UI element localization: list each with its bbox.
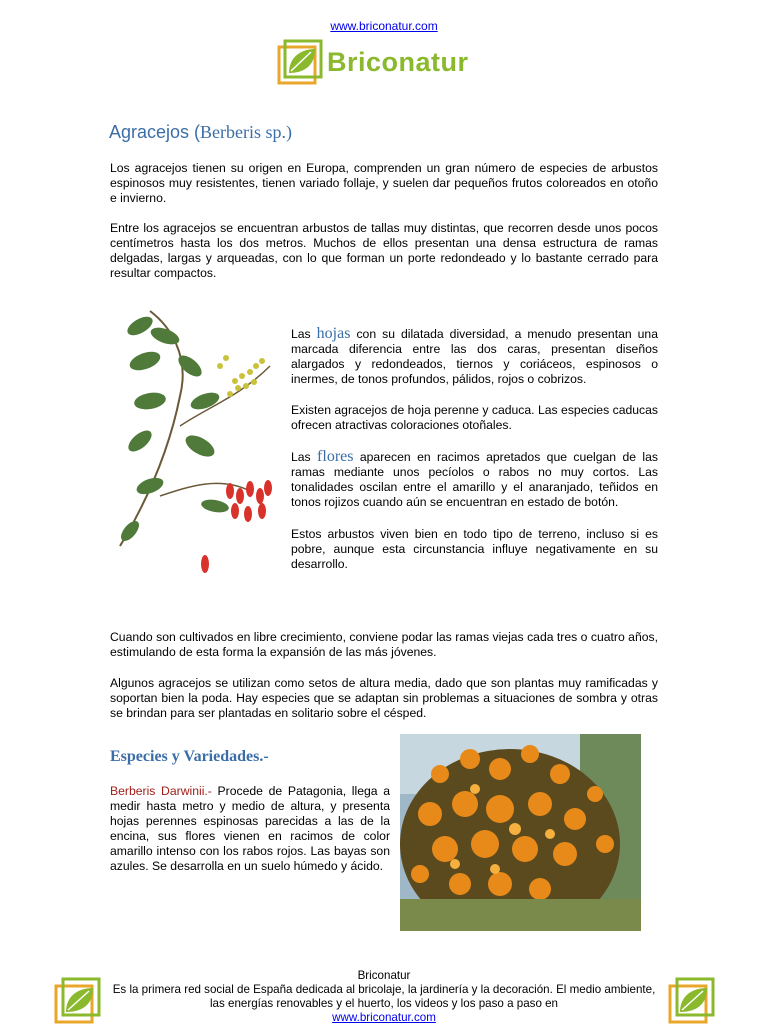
berberis-illustration bbox=[110, 306, 285, 591]
p5-prefix: Las bbox=[291, 450, 318, 464]
footer-brand: Briconatur bbox=[357, 969, 411, 982]
paragraph-soil: Estos arbustos viven bien en todo tipo de terreno, incluso si es pobre, aunque esta circunstancia influye negativamente en su desarrollo. bbox=[291, 527, 658, 571]
paragraph-origin: Los agracejos tienen su origen en Europa, comprenden un gran número de especies de arbustos espinosos muy resistentes, tienen variado follaje, y suelen dar pequeños frutos coloreados en otoño e invierno. bbox=[110, 161, 658, 205]
footer-link[interactable]: www.briconatur.com bbox=[332, 1011, 436, 1024]
species-heading: Especies y Variedades.- bbox=[110, 748, 269, 765]
paragraph-leaves bbox=[291, 326, 658, 387]
paragraph-sizes: Entre los agracejos se encuentran arbustos de tallas muy distintas, que recorren desde unos pocos centímetros hasta los dos metros. Muchos de ellos presentan una densa estructura de ramas delgadas, largas y arqueadas, con lo que forman un porte redondeado y lo bastante cerrado para resultar compactos. bbox=[110, 221, 658, 280]
paragraph-flowers bbox=[291, 449, 658, 510]
flowers-highlight: flores bbox=[317, 448, 354, 465]
paragraph-evergreen: Existen agracejos de hoja perenne y caduca. Las especies caducas ofrecen atractivas coloraciones otoñales. bbox=[291, 403, 658, 432]
footer bbox=[105, 969, 663, 1025]
p3-prefix: Las bbox=[291, 327, 317, 341]
logo-text: Briconatur bbox=[327, 46, 469, 77]
leaf-logo-icon bbox=[668, 977, 716, 1024]
title-main: Agracejos ( bbox=[109, 122, 201, 142]
paragraph-pruning: Cuando son cultivados en libre crecimiento, conviene podar las ramas viejas cada tres o cuatro años, estimulando de esta forma la expansión de las más jóvenes. bbox=[110, 630, 658, 659]
species-name: Berberis Darwinii.- bbox=[110, 784, 212, 798]
leaf-logo-icon bbox=[54, 977, 102, 1024]
paragraph-darwinii bbox=[110, 784, 390, 874]
leaves-highlight: hojas bbox=[316, 325, 351, 342]
p5-body: aparecen en racimos apretados que cuelgan de las ramas mediante unos pecíolos o rabos no muy cortos. Las tonalidades oscilan entre el amarillo y el anaranjado, teñidos en tonos rojizos cuando aún se encuentran en estado de botón. bbox=[291, 450, 658, 509]
berberis-darwinii-photo bbox=[400, 734, 641, 931]
footer-logo-right bbox=[668, 977, 716, 1029]
footer-description: Es la primera red social de España dedicada al bricolaje, la jardinería y la decoración. El medio ambiente, las energías renovables y el huerto, los videos y los paso a paso en bbox=[112, 983, 656, 1010]
title-scientific: Berberis sp.) bbox=[200, 122, 293, 142]
site-link[interactable]: www.briconatur.com bbox=[330, 19, 438, 33]
briconatur-logo[interactable] bbox=[277, 39, 469, 85]
leaf-logo-icon bbox=[277, 39, 323, 85]
page-title bbox=[109, 122, 292, 143]
footer-logo-left bbox=[54, 977, 102, 1029]
paragraph-hedges: Algunos agracejos se utilizan como setos de altura media, dado que son plantas muy ramificadas y soportan bien la poda. Hay especies que se adaptan sin problemas a situaciones de sombra y otras se brindan para ser plantadas en solitario sobre el césped. bbox=[110, 676, 658, 720]
p3-body: con su dilatada diversidad, a menudo presentan una marcada diferencia entre las dos caras, presentan diseños alargados y redondeados, tiernos y coriáceos, espinosos o inermes, de tonos profundos, pálidos, rojos o cobrizos. bbox=[291, 327, 658, 386]
darwinii-description: Procede de Patagonia, llega a medir hasta metro y medio de altura, y presenta hojas perennes espinosas parecidas a las de la encina, sus flores vienen en racimos de color amarillo intenso con los rabos rojos. Las bayas son azules. Se desarrolla en un suelo húmedo y ácido. bbox=[110, 784, 391, 873]
